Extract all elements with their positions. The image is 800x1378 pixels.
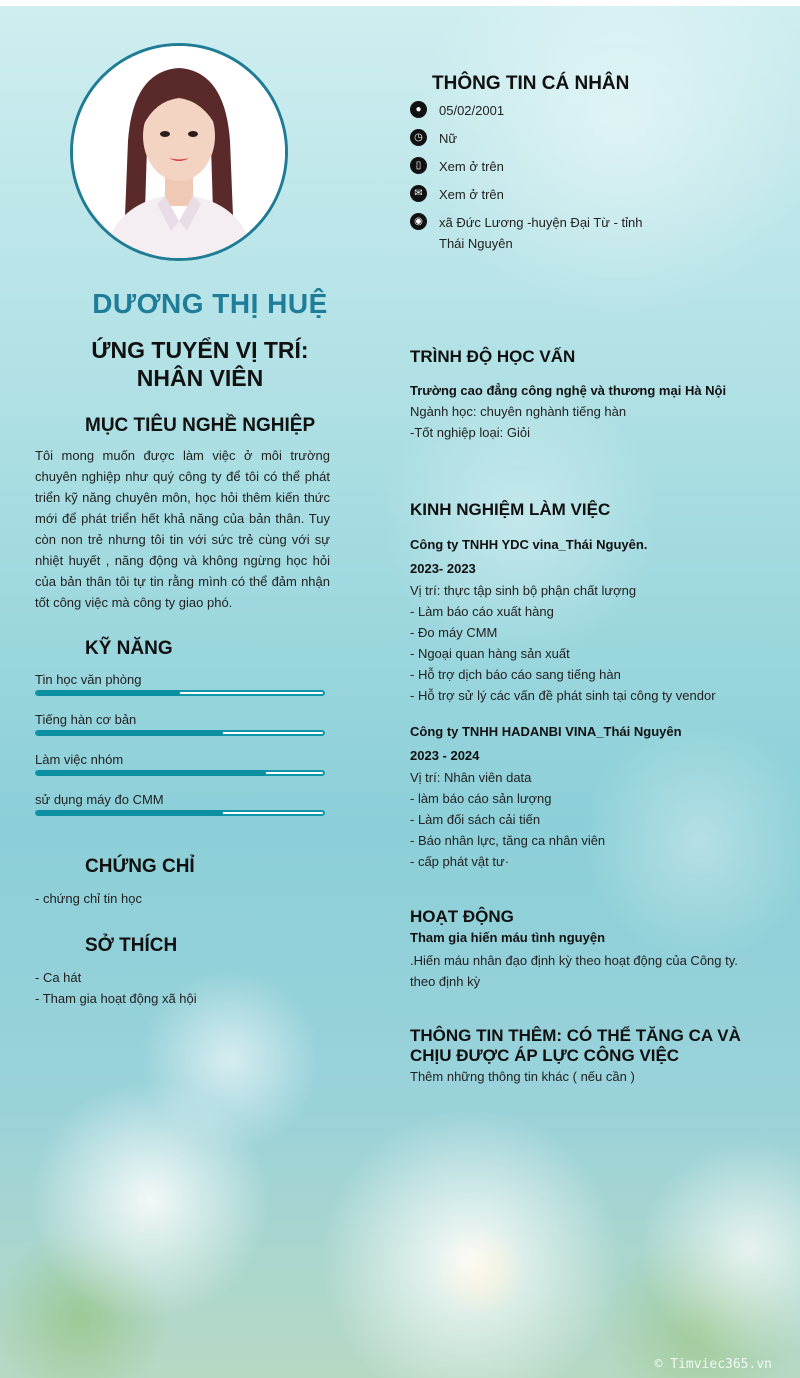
- position-value: NHÂN VIÊN: [136, 365, 264, 391]
- job-task: - Báo nhân lực, tăng ca nhân viên: [410, 833, 606, 848]
- phone-icon: ▯: [410, 157, 427, 174]
- address-value: xã Đức Lương -huyện Đại Từ - tỉnh Thái Nguyên: [439, 215, 643, 251]
- job-task: - Hỗ trợ dịch báo cáo sang tiếng hàn: [410, 667, 621, 682]
- job-task: - Hỗ trợ sử lý các vấn đề phát sinh tại công ty vendor: [410, 688, 716, 703]
- phone-value: Xem ở trên: [439, 159, 504, 174]
- skill-bar: [35, 690, 325, 696]
- watermark: © Timviec365.vn: [654, 1357, 772, 1372]
- gender-value: Nữ: [439, 131, 458, 146]
- position-label: ỨNG TUYỂN VỊ TRÍ:: [91, 337, 309, 363]
- skill-name: sử dụng máy đo CMM: [35, 792, 164, 807]
- education-block: [410, 380, 780, 443]
- skill-bar: [35, 770, 325, 776]
- job-period: 2023- 2023: [410, 561, 476, 576]
- applied-position: [55, 336, 345, 392]
- skill-bar: [35, 810, 325, 816]
- education-heading: TRÌNH ĐỘ HỌC VẤN: [410, 347, 576, 366]
- top-border: [0, 0, 800, 6]
- extra-info-heading: THÔNG TIN THÊM: CÓ THỂ TĂNG CA VÀ CHỊU ĐƯỢC ÁP LỰC CÔNG VIỆC: [410, 1026, 741, 1065]
- activity-name: Tham gia hiến máu tình nguyện: [410, 930, 606, 945]
- skill-item: [35, 752, 325, 776]
- job-task: - Làm đối sách cải tiến: [410, 812, 541, 827]
- job-task: - làm báo cáo sản lượng: [410, 791, 552, 806]
- activity-line: theo định kỳ: [410, 974, 481, 989]
- skill-bar-fill: [37, 730, 223, 736]
- hobbies-heading: SỞ THÍCH: [85, 935, 178, 956]
- job-company: Công ty TNHH HADANBI VINA_Thái Nguyên: [410, 724, 682, 739]
- extra-info-text: Thêm những thông tin khác ( nếu cần ): [410, 1069, 635, 1084]
- avatar: [70, 43, 288, 261]
- skill-name: Tin học văn phòng: [35, 672, 142, 687]
- skill-name: Làm việc nhóm: [35, 752, 124, 767]
- hobby-item: - Ca hát: [35, 970, 82, 985]
- activity-line: .Hiến máu nhân đạo định kỳ theo hoạt động của Công ty.: [410, 953, 738, 968]
- graduation-grade: -Tốt nghiệp loại: Giỏi: [410, 425, 530, 440]
- job-period: 2023 - 2024: [410, 748, 480, 763]
- skill-bar: [35, 730, 325, 736]
- skills-heading: KỸ NĂNG: [85, 638, 173, 659]
- mail-icon: ✉: [410, 185, 427, 202]
- personal-info-heading: THÔNG TIN CÁ NHÂN: [432, 73, 630, 94]
- skill-item: [35, 792, 325, 816]
- school-name: Trường cao đẳng công nghệ và thương mại Hà Nội: [410, 383, 727, 398]
- job-company: Công ty TNHH YDC vina_Thái Nguyên.: [410, 537, 648, 552]
- job-task: - Ngoại quan hàng sản xuất: [410, 646, 570, 661]
- objective-heading: MỤC TIÊU NGHỀ NGHIỆP: [85, 415, 316, 436]
- activities-heading: HOẠT ĐỘNG: [410, 907, 514, 926]
- activities-block: [410, 927, 780, 992]
- clock-icon: ◷: [410, 129, 427, 146]
- certificates-heading: CHỨNG CHỈ: [85, 856, 195, 877]
- avatar-portrait: [73, 46, 285, 258]
- email-value: Xem ở trên: [439, 187, 504, 202]
- skill-bar-fill: [37, 770, 266, 776]
- job-role: Vị trí: Nhân viên data: [410, 770, 532, 785]
- hobby-list: [35, 967, 325, 1009]
- job-task: - cấp phát vật tư·: [410, 854, 510, 869]
- job-entry: [410, 721, 780, 872]
- skill-name: Tiếng hàn cơ bản: [35, 712, 137, 727]
- job-task: - Đo máy CMM: [410, 625, 498, 640]
- certificate-item: - chứng chỉ tin học: [35, 891, 142, 906]
- hobby-item: - Tham gia hoạt động xã hội: [35, 991, 197, 1006]
- skill-bar-fill: [37, 690, 180, 696]
- skill-item: [35, 672, 325, 696]
- job-task: - Làm báo cáo xuất hàng: [410, 604, 554, 619]
- job-role: Vị trí: thực tập sinh bộ phận chất lượng: [410, 583, 637, 598]
- skill-bar-fill: [37, 810, 223, 816]
- person-icon: ●: [410, 101, 427, 118]
- job-entry: [410, 534, 780, 706]
- experience-heading: KINH NGHIỆM LÀM VIỆC: [410, 500, 611, 519]
- objective-text: Tôi mong muốn được làm việc ở môi trường chuyên nghiệp như quý công ty để tôi có thể phát triển kỹ năng chuyên môn, học hỏi thêm kiến thức mới để phát triển hết khả năng của bản thân. Tuy còn non trẻ nhưng tôi tin với sức trẻ cùng với sự nhiệt huyết , năng động và không ngừng học hỏi của bản thân tôi tự tin rằng mình có thể đảm nhận tốt công việc mà công ty giao phó.: [35, 448, 330, 610]
- major: Ngành học: chuyên nghành tiếng hàn: [410, 404, 627, 419]
- location-icon: ◉: [410, 213, 427, 230]
- candidate-name: DƯƠNG THỊ HUỆ: [92, 288, 328, 319]
- skill-item: [35, 712, 325, 736]
- dob-value: 05/02/2001: [439, 103, 505, 118]
